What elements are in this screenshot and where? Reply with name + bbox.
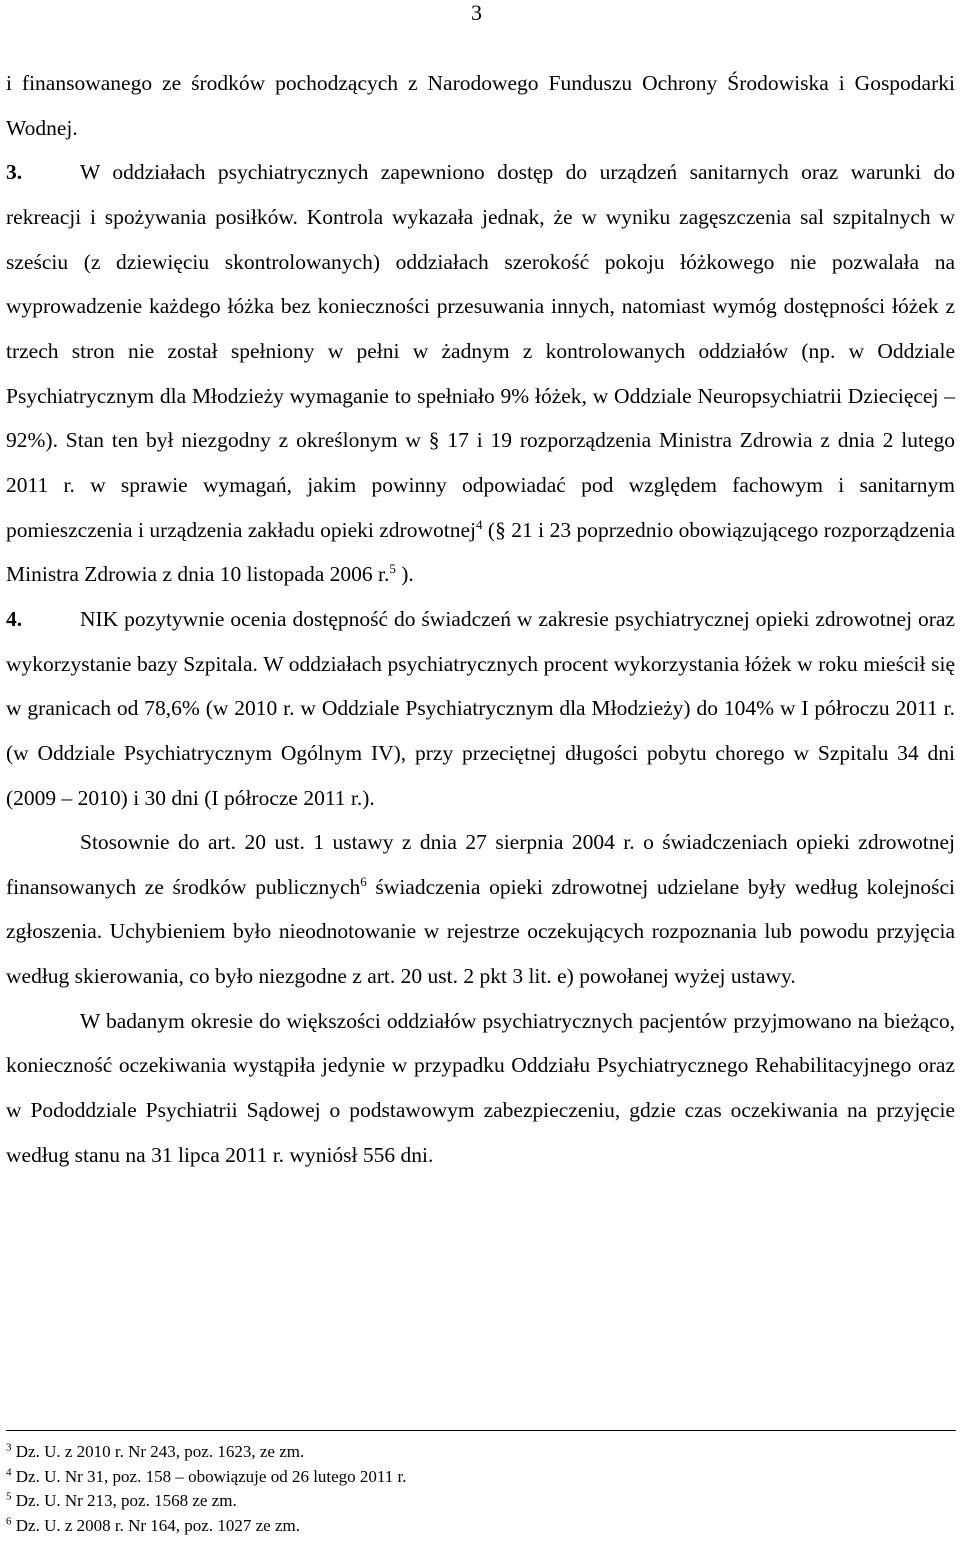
point-number: 3. xyxy=(6,160,23,185)
footnote-text: Dz. U. z 2008 r. Nr 164, poz. 1027 ze zm. xyxy=(15,1515,300,1535)
page-number: 3 xyxy=(471,0,482,25)
footnote-ref: 4 xyxy=(476,516,483,532)
point-number: 4. xyxy=(6,606,23,631)
paragraph-point-3 xyxy=(6,150,955,597)
paragraph-text: świadczenia opieki zdrowotnej udzielane były według kolejności zgłoszenia. Uchybieniem było nieodnotowanie w rejestrze oczekujących rozpoznania lub powodu przyjęcia według skierowania, co było niezgodne z art. 20 ust. 2 pkt 3 lit. e) powołanej wyżej ustawy. xyxy=(6,874,955,989)
paragraph-text: Stosownie do art. 20 ust. 1 ustawy z dnia 27 sierpnia 2004 r. o świadczeniach opieki zdrowotnej finansowanych ze środków publicznych xyxy=(6,830,955,899)
paragraph xyxy=(6,999,955,1178)
footnote xyxy=(6,1440,956,1465)
footnotes xyxy=(6,1440,956,1538)
paragraph-text: i finansowanego ze środków pochodzących z Narodowego Funduszu Ochrony Środowiska i Gospodarki Wodnej. xyxy=(6,71,955,140)
footnote xyxy=(6,1465,956,1490)
footnote-number: 4 xyxy=(6,1465,12,1478)
footnote-number: 3 xyxy=(6,1441,12,1454)
paragraph-point-4 xyxy=(6,597,955,820)
body-text xyxy=(6,61,955,1177)
paragraph-text: ( xyxy=(487,517,496,542)
paragraph xyxy=(6,820,955,999)
paragraph-text: 21 i 23 poprzednio obowiązującego rozporządzenia Ministra Zdrowia z dnia 10 listopada 2006 r. xyxy=(6,517,956,587)
footnote xyxy=(6,1514,956,1539)
footnote-ref: 5 xyxy=(389,561,396,577)
footnote-text: Dz. U. Nr 213, poz. 1568 ze zm. xyxy=(15,1491,237,1510)
section-sign: § xyxy=(428,428,440,453)
footnote-number: 5 xyxy=(6,1490,12,1503)
section-sign: § xyxy=(495,517,506,542)
footnote-ref: 6 xyxy=(360,873,367,889)
paragraph-text: NIK pozytywnie ocenia dostępność do świadczeń w zakresie psychiatrycznej opieki zdrowotnej oraz wykorzystanie bazy Szpitala. W oddziałach psychiatrycznych procent wykorzystania łóżek w roku mieścił się w granicach od 78,6% (w 2010 r. w Oddziale Psychiatrycznym dla Młodzieży) do 104% w I półroczu 2011 r. (w Oddziale Psychiatrycznym Ogólnym IV), przy przeciętnej długości pobytu chorego w Szpitalu 34 dni (2009 – 2010) i 30 dni (I półrocze 2011 r.). xyxy=(6,606,955,810)
footnote-text: Dz. U. z 2010 r. Nr 243, poz. 1623, ze zm. xyxy=(15,1442,305,1461)
paragraph-continuation xyxy=(6,61,955,150)
footnote-separator xyxy=(6,1430,956,1431)
footnote xyxy=(6,1489,956,1514)
footnote-number: 6 xyxy=(6,1514,12,1527)
paragraph-text: ). xyxy=(401,562,414,587)
paragraph-text: W badanym okresie do większości oddziałów psychiatrycznych pacjentów przyjmowano na bieżąco, konieczność oczekiwania wystąpiła jedynie w przypadku Oddziału Psychiatrycznego Rehabilitacyjnego oraz w Pododdziale Psychiatrii Sądowej o podstawowym zabezpieczeniu, gdzie czas oczekiwania na przyjęcie według stanu na 31 lipca 2011 r. wyniósł 556 dni. xyxy=(6,1008,955,1167)
footnote-text: Dz. U. Nr 31, poz. 158 – obowiązuje od 26 lutego 2011 r. xyxy=(15,1466,407,1486)
paragraph-text: 17 i 19 rozporządzenia Ministra Zdrowia z dnia 2 lutego 2011 r. w sprawie wymagań, jakim powinny odpowiadać pod względem fachowym i sanitarnym pomieszczenia i urządzenia zakładu opieki zdrowotnej xyxy=(6,428,955,542)
paragraph-text: W oddziałach psychiatrycznych zapewniono dostęp do urządzeń sanitarnych oraz warunki do rekreacji i spożywania posiłków. Kontrola wykazała jednak, że w wyniku zagęszczenia sal szpitalnych w sześciu (z dziewięciu skontrolowanych) oddziałach szerokość pokoju łóżkowego nie pozwalała na wyprowadzenie każdego łóżka bez konieczności przesuwania innych, natomiast wymóg dostępności łóżek z trzech stron nie został spełniony w pełni w żadnym z kontrolowanych oddziałów (np. w Oddziale Psychiatrycznym dla Młodzieży wymaganie to spełniało 9% łóżek, w Oddziale Neuropsychiatrii Dziecięcej – 92%). Stan ten był niezgodny z określonym w xyxy=(6,160,955,453)
